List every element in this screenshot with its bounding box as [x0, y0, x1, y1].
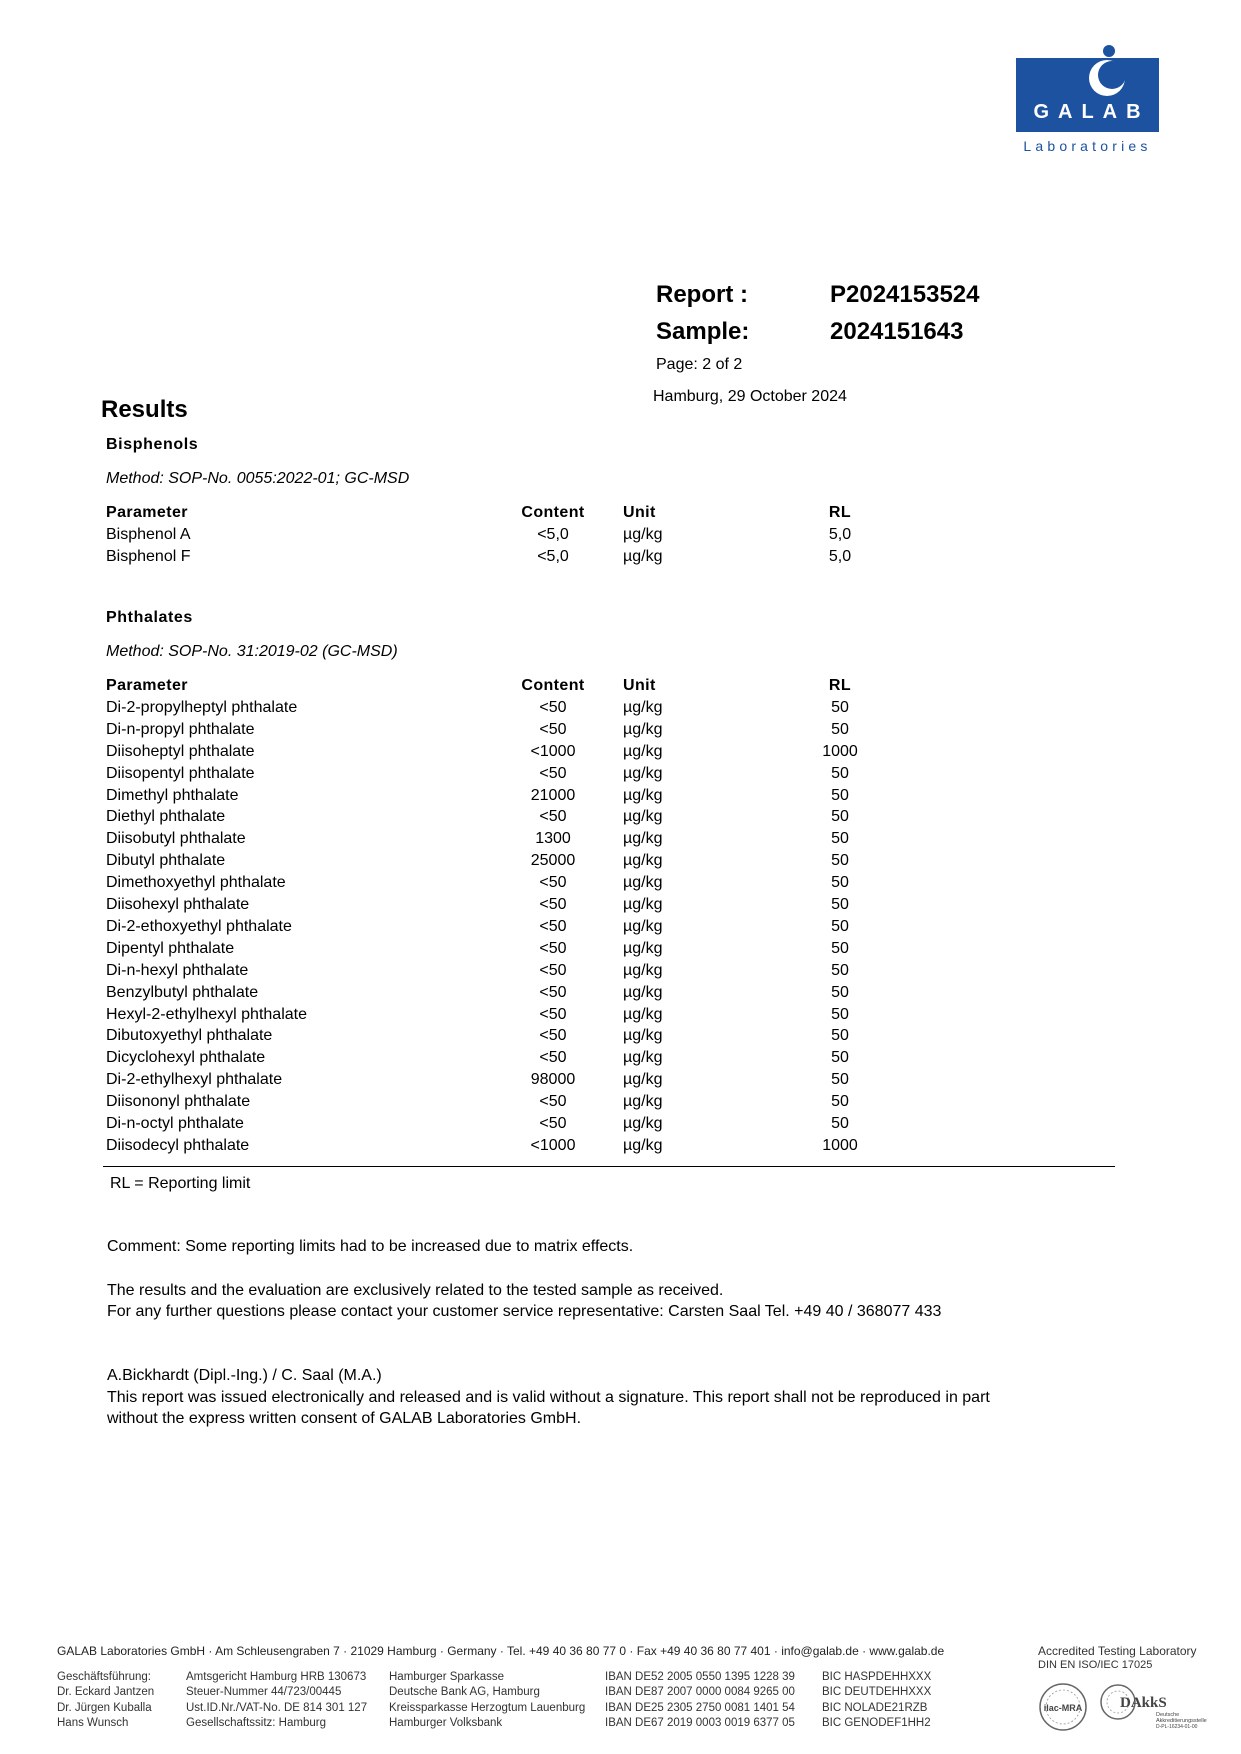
cell-rl: 50: [831, 1115, 849, 1132]
col-header-content: Content: [521, 677, 585, 694]
cell-rl: 50: [831, 874, 849, 892]
cell-parameter: Hexyl-2-ethylhexyl phthalate: [106, 1005, 307, 1023]
cell-rl: 50: [831, 1093, 849, 1111]
sample-label: Sample:: [656, 318, 750, 345]
cell-rl: 50: [831, 961, 849, 979]
cell-content: 21000: [530, 786, 576, 804]
cell-content: <50: [539, 874, 567, 892]
table-row: [0, 896, 1241, 918]
footer-text: BIC GENODEF1HH2: [822, 1716, 931, 1729]
table-row: [0, 787, 1241, 809]
col-header-rl: RL: [828, 504, 852, 521]
table-row: [0, 940, 1241, 962]
ilac-mra-logo: [1038, 1682, 1088, 1732]
footer-text: BIC DEUTDEHHXXX: [822, 1686, 932, 1699]
method-bisphenols: Method: SOP-No. 0055:2022-01; GC-MSD: [106, 470, 410, 487]
cell-content: 1300: [535, 830, 571, 848]
cell-content: <50: [539, 961, 567, 979]
footer-management: [57, 1670, 154, 1731]
cell-unit: µg/kg: [623, 698, 663, 716]
cell-content: <50: [539, 1049, 567, 1067]
cell-rl: 50: [831, 983, 849, 1001]
dakks-text: DAkkS: [1120, 1695, 1167, 1711]
cell-parameter: Di-2-ethoxyethyl phthalate: [106, 917, 292, 935]
cell-unit: µg/kg: [623, 1027, 663, 1045]
cell-content: <50: [539, 983, 567, 1001]
signatories: A.Bickhardt (Dipl.-Ing.) / C. Saal (M.A.): [107, 1367, 382, 1384]
place-date: Hamburg, 29 October 2024: [653, 388, 847, 405]
cell-rl: 50: [831, 896, 849, 913]
table-row: [0, 984, 1241, 1006]
table-row: [0, 765, 1241, 787]
cell-content: <50: [539, 808, 567, 826]
footer-company-line: GALAB Laboratories GmbH · Am Schleusengraben 7 · 21029 Hamburg · Germany · Tel. +49 40 36 80 77 0 · Fax +49 40 36 80 77 401 · info@galab.de · www.galab.de: [57, 1644, 945, 1658]
footer-text: IBAN DE67 2019 0003 0019 6377 05: [605, 1716, 795, 1729]
table-bottom-rule: [103, 1166, 1115, 1167]
footer-text: Hans Wunsch: [57, 1716, 129, 1729]
cell-parameter: Diisopentyl phthalate: [106, 764, 255, 782]
col-header-content: Content: [521, 504, 585, 521]
cell-unit: µg/kg: [623, 548, 663, 565]
cell-content: <50: [539, 917, 567, 935]
footer-text: IBAN DE87 2007 0000 0084 9265 00: [605, 1686, 795, 1699]
cell-unit: µg/kg: [623, 830, 663, 848]
cell-unit: µg/kg: [623, 720, 663, 738]
comment: Comment: Some reporting limits had to be increased due to matrix effects.: [107, 1238, 634, 1255]
cell-rl: 50: [831, 698, 849, 716]
table-row: [0, 962, 1241, 984]
table-row: [0, 830, 1241, 852]
cell-content: <50: [539, 939, 567, 957]
cell-unit: µg/kg: [623, 1049, 663, 1067]
cell-unit: µg/kg: [623, 742, 663, 760]
cell-rl: 50: [831, 852, 849, 870]
footer-text: Hamburger Volksbank: [389, 1716, 503, 1729]
cell-parameter: Dimethoxyethyl phthalate: [106, 874, 286, 892]
cell-rl: 50: [831, 1005, 849, 1023]
footer-banks: [389, 1670, 585, 1731]
section-title-bisphenols: Bisphenols: [106, 436, 199, 453]
col-header-unit: Unit: [623, 504, 656, 521]
table-row: [0, 548, 1241, 570]
results-note-1: The results and the evaluation are exclusively related to the tested sample as received.: [107, 1282, 724, 1299]
footer-text: BIC NOLADE21RZB: [822, 1701, 928, 1714]
table-header-row: [0, 504, 1241, 526]
table-row: [0, 1049, 1241, 1071]
table-row: [0, 1093, 1241, 1115]
footer-iban: [605, 1670, 795, 1731]
col-header-parameter: Parameter: [106, 504, 188, 521]
cell-parameter: Di-n-propyl phthalate: [106, 720, 255, 738]
electronic-note-2: without the express written consent of GALAB Laboratories GmbH.: [107, 1410, 582, 1427]
results-note-2: For any further questions please contact your customer service representative: Carsten Saal Tel. +49 40 / 368077 433: [107, 1303, 942, 1320]
report-number: P2024153524: [830, 281, 980, 308]
col-header-rl: RL: [828, 677, 852, 694]
cell-unit: µg/kg: [623, 896, 663, 913]
results-title: Results: [101, 396, 188, 423]
cell-unit: µg/kg: [623, 764, 663, 782]
footer-text: BIC HASPDEHHXXX: [822, 1671, 932, 1683]
footer-text: Steuer-Nummer 44/723/00445: [186, 1686, 342, 1699]
page-number: Page: 2 of 2: [656, 356, 743, 373]
cell-parameter: Di-n-octyl phthalate: [106, 1115, 244, 1132]
cell-unit: µg/kg: [623, 526, 663, 543]
logo-subtitle: Laboratories: [1023, 138, 1152, 154]
cell-parameter: Dipentyl phthalate: [106, 939, 235, 957]
cell-rl: 50: [831, 808, 849, 826]
footer-text: Kreissparkasse Herzogtum Lauenburg: [389, 1701, 586, 1714]
cell-parameter: Diethyl phthalate: [106, 808, 226, 826]
cell-content: 98000: [530, 1071, 576, 1089]
cell-parameter: Diisobutyl phthalate: [106, 830, 246, 848]
rl-note: RL = Reporting limit: [110, 1175, 251, 1192]
cell-content: <50: [539, 1005, 567, 1023]
cell-content: <50: [539, 1027, 567, 1045]
cell-unit: µg/kg: [623, 939, 663, 957]
cell-parameter: Diisodecyl phthalate: [106, 1136, 250, 1154]
col-header-unit: Unit: [623, 677, 656, 694]
footer-text: IBAN DE52 2005 0550 1395 1228 39: [605, 1671, 795, 1683]
ilac-mra-text: ilac-MRA: [1043, 1703, 1083, 1713]
cell-parameter: Dibutyl phthalate: [106, 852, 226, 870]
table-row: [0, 743, 1241, 765]
cell-parameter: Diisononyl phthalate: [106, 1093, 251, 1111]
footer-bic: [822, 1670, 931, 1731]
cell-rl: 50: [831, 764, 849, 782]
footer-text: IBAN DE25 2305 2750 0081 1401 54: [605, 1701, 795, 1714]
table-row: [0, 852, 1241, 874]
cell-rl: 50: [831, 939, 849, 957]
cell-content: <50: [539, 698, 567, 716]
cell-content: <50: [539, 896, 567, 913]
cell-parameter: Diisohexyl phthalate: [106, 896, 250, 913]
table-row: [0, 1071, 1241, 1093]
table-row: [0, 721, 1241, 743]
cell-parameter: Dimethyl phthalate: [106, 786, 239, 804]
cell-rl: 50: [831, 786, 849, 804]
cell-content: <5,0: [537, 548, 569, 565]
footer-text: Amtsgericht Hamburg HRB 130673: [186, 1671, 367, 1683]
method-phthalates: Method: SOP-No. 31:2019-02 (GC-MSD): [106, 643, 398, 660]
cell-rl: 5,0: [828, 526, 852, 543]
footer-text: Hamburger Sparkasse: [389, 1671, 505, 1683]
electronic-note-1: This report was issued electronically and released and is valid without a signature. This report shall not be reproduced in part: [107, 1389, 990, 1406]
cell-rl: 50: [831, 830, 849, 848]
cell-content: <5,0: [537, 526, 569, 543]
cell-rl: 50: [831, 1027, 849, 1045]
col-header-parameter: Parameter: [106, 677, 188, 694]
galab-logo-drop-icon: [1016, 44, 1159, 104]
footer-registry: [186, 1670, 367, 1731]
accreditation-title: Accredited Testing Laboratory: [1038, 1644, 1197, 1658]
cell-parameter: Benzylbutyl phthalate: [106, 983, 259, 1001]
cell-rl: 50: [831, 917, 849, 935]
footer-text: Dr. Eckard Jantzen: [57, 1686, 155, 1699]
table-row: [0, 808, 1241, 830]
report-label: Report :: [656, 281, 748, 308]
cell-parameter: Dibutoxyethyl phthalate: [106, 1027, 273, 1045]
cell-parameter: Dicyclohexyl phthalate: [106, 1049, 266, 1067]
cell-rl: 1000: [822, 1136, 858, 1154]
cell-unit: µg/kg: [623, 961, 663, 979]
cell-unit: µg/kg: [623, 1093, 663, 1111]
cell-content: <1000: [530, 1136, 576, 1154]
cell-content: <50: [539, 764, 567, 782]
dakks-sub-2: Akkreditierungsstelle: [1156, 1718, 1207, 1724]
table-row: [0, 918, 1241, 940]
table-row: [0, 874, 1241, 896]
table-row: [0, 1006, 1241, 1028]
cell-parameter: Di-2-propylheptyl phthalate: [106, 698, 298, 716]
cell-parameter: Di-n-hexyl phthalate: [106, 961, 249, 979]
cell-unit: µg/kg: [623, 917, 663, 935]
cell-parameter: Di-2-ethylhexyl phthalate: [106, 1071, 283, 1089]
section-title-phthalates: Phthalates: [106, 609, 193, 626]
table-row: [0, 1115, 1241, 1137]
cell-content: <50: [539, 1093, 567, 1111]
footer-text: Ust.ID.Nr./VAT-No. DE 814 301 127: [186, 1701, 368, 1714]
cell-content: <1000: [530, 742, 576, 760]
dakks-sub-1: Deutsche: [1156, 1712, 1180, 1718]
table-header-row: [0, 677, 1241, 699]
cell-unit: µg/kg: [623, 852, 663, 870]
table-row: [0, 526, 1241, 548]
cell-content: <50: [539, 720, 567, 738]
dakks-logo: [1098, 1682, 1208, 1732]
cell-unit: µg/kg: [623, 808, 663, 826]
cell-rl: 50: [831, 1071, 849, 1089]
table-row: [0, 1137, 1241, 1159]
cell-content: 25000: [530, 852, 576, 870]
cell-rl: 5,0: [828, 548, 852, 565]
cell-content: <50: [539, 1115, 567, 1132]
cell-unit: µg/kg: [623, 1071, 663, 1089]
table-row: [0, 1027, 1241, 1049]
cell-unit: µg/kg: [623, 786, 663, 804]
cell-unit: µg/kg: [623, 874, 663, 892]
footer-text: Gesellschaftssitz: Hamburg: [186, 1716, 326, 1729]
cell-rl: 50: [831, 1049, 849, 1067]
cell-parameter: Bisphenol A: [106, 526, 191, 543]
accreditation-standard: DIN EN ISO/IEC 17025: [1038, 1659, 1153, 1671]
footer-text: Geschäftsführung:: [57, 1671, 151, 1683]
table-row: [0, 699, 1241, 721]
cell-unit: µg/kg: [623, 1005, 663, 1023]
footer-text: Dr. Jürgen Kuballa: [57, 1701, 152, 1714]
footer-text: Deutsche Bank AG, Hamburg: [389, 1686, 540, 1699]
cell-unit: µg/kg: [623, 1115, 663, 1132]
sample-number: 2024151643: [830, 318, 964, 345]
cell-unit: µg/kg: [623, 983, 663, 1001]
cell-rl: 50: [831, 720, 849, 738]
cell-parameter: Diisoheptyl phthalate: [106, 742, 255, 760]
cell-rl: 1000: [822, 742, 858, 760]
dakks-sub-3: D-PL-16234-01-00: [1156, 1724, 1198, 1730]
cell-unit: µg/kg: [623, 1136, 663, 1154]
cell-parameter: Bisphenol F: [106, 548, 191, 565]
logo-wordmark: GALAB: [1033, 101, 1150, 123]
